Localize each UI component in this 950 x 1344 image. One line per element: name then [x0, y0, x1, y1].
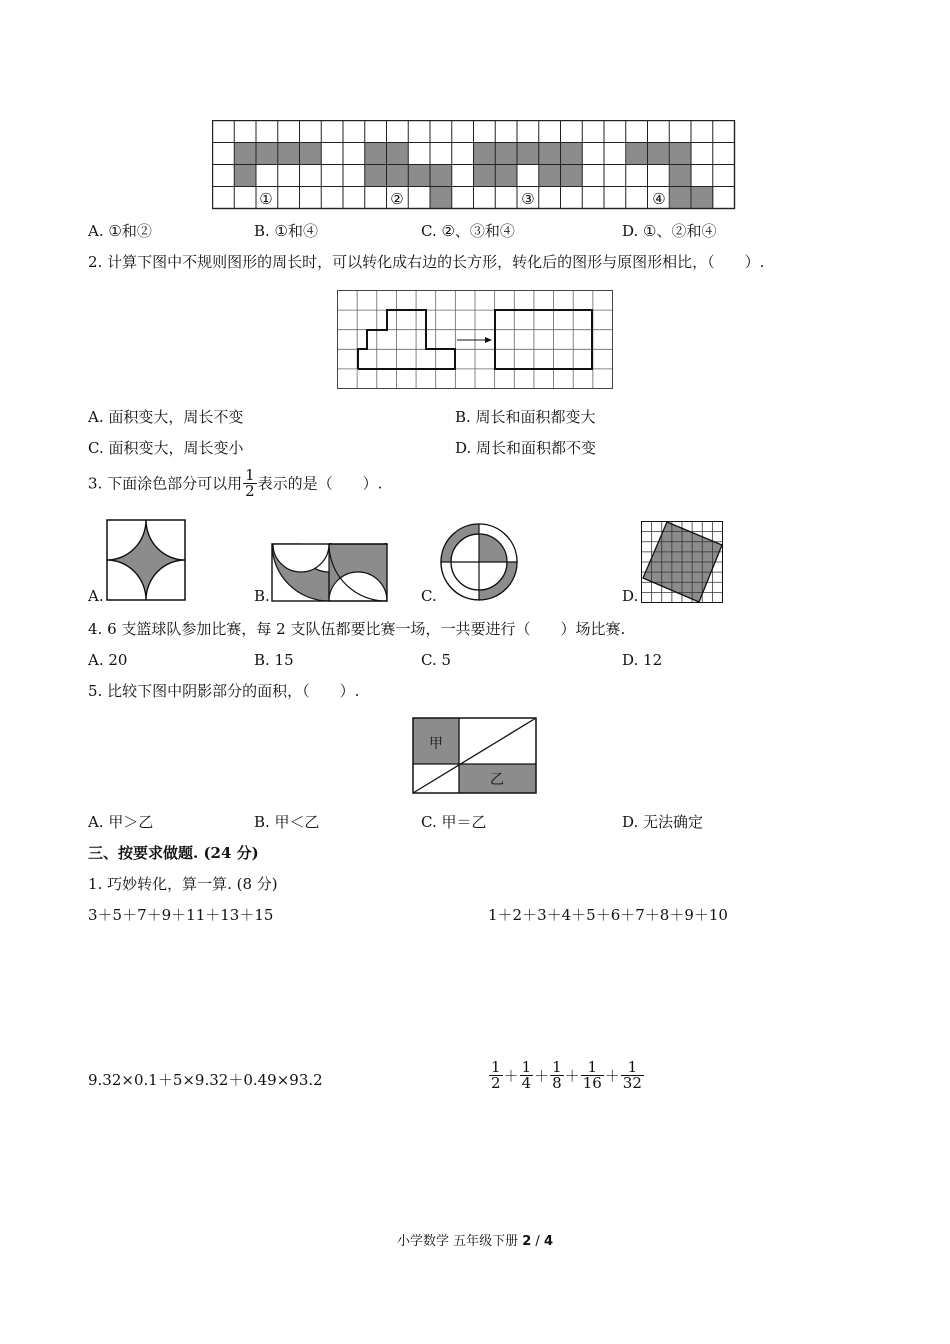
q5-label-jia: 甲: [429, 736, 443, 752]
q2-rectangle-shape: [495, 310, 592, 369]
q3-figure-a: [106, 519, 186, 601]
expr-1: 3＋5＋7＋9＋11＋13＋15: [88, 906, 274, 924]
q1-option-d: D. ①、②和④: [622, 222, 717, 240]
expr-4: [488, 1060, 645, 1091]
q3-figure-d: [641, 521, 724, 604]
expr4-op-3: ＋: [564, 1067, 580, 1085]
q5-stem: 5. 比较下图中阴影部分的面积，（ ）.: [88, 682, 360, 700]
expr-3: 9.32×0.1＋5×9.32＋0.49×93.2: [88, 1071, 323, 1089]
q2-irregular-shape: [358, 310, 455, 369]
q3-stem: [88, 468, 382, 499]
page-footer: [0, 1230, 950, 1249]
expr4-op-2: ＋: [534, 1067, 550, 1085]
expr4-frac-2: [520, 1060, 534, 1091]
footer-page: 2: [522, 1234, 532, 1249]
expr4-op-1: ＋: [503, 1067, 519, 1085]
section3-sub1: 1. 巧妙转化，算一算. (8 分): [88, 875, 278, 893]
q5-label-yi: 乙: [490, 772, 504, 788]
q3-fraction-denominator: 2: [245, 482, 255, 500]
q4-stem: 4. 6 支篮球队参加比赛，每 2 支队伍都要比赛一场，一共要进行（ ）场比赛.: [88, 620, 626, 638]
q3-stem-before: 3. 下面涂色部分可以用: [88, 474, 243, 493]
q2-option-b: B. 周长和面积都变大: [455, 408, 596, 426]
q4-option-c: C. 5: [421, 651, 452, 669]
expr4-frac-4-num: 1: [581, 1060, 604, 1076]
footer-total: 4: [543, 1234, 553, 1249]
q5-option-b: B. 甲＜乙: [254, 813, 320, 831]
expr4-frac-4-den: 16: [582, 1074, 602, 1092]
q2-arrow-head: [485, 337, 492, 343]
expr4-frac-2-num: 1: [521, 1058, 532, 1076]
expr4-frac-4: [581, 1060, 604, 1091]
q3-figure-b: [271, 543, 388, 602]
q5-figure: [411, 716, 538, 795]
q4-option-b: B. 15: [254, 651, 294, 669]
expr4-frac-1: [489, 1060, 503, 1091]
q3-option-c-label: C.: [421, 587, 437, 605]
q5-option-d: D. 无法确定: [622, 813, 704, 831]
q3-stem-after: 表示的是（ ）.: [257, 474, 383, 493]
section3-heading: 三、按要求做题. (24 分): [88, 844, 259, 862]
expr4-frac-1-den: 2: [491, 1074, 501, 1092]
q2-stem: 2. 计算下图中不规则图形的周长时，可以转化成右边的长方形，转化后的图形与原图形相比，（ ）.: [88, 253, 765, 271]
q1-marker-4: ④: [652, 190, 666, 208]
q3-option-d-label: D.: [622, 587, 639, 605]
q3-option-a-label: A.: [88, 587, 104, 605]
q1-option-a: A. ①和②: [88, 222, 152, 240]
q2-option-a: A. 面积变大，周长不变: [88, 408, 244, 426]
q1-option-c: C. ②、③和④: [421, 222, 515, 240]
expr4-frac-3: [550, 1060, 564, 1091]
q2-transform-figure: [337, 290, 614, 390]
q2-option-c: C. 面积变大，周长变小: [88, 439, 244, 457]
q5-option-a: A. 甲＞乙: [88, 813, 154, 831]
q1-grid-figure: [212, 120, 736, 210]
q5-option-c: C. 甲＝乙: [421, 813, 487, 831]
q1-option-b: B. ①和④: [254, 222, 319, 240]
expr4-frac-3-den: 8: [552, 1074, 562, 1092]
expr4-frac-5-den: 32: [622, 1074, 642, 1092]
expr4-frac-3-num: 1: [552, 1058, 562, 1076]
expr4-frac-5: [621, 1060, 644, 1091]
footer-text: 小学数学 五年级下册: [396, 1234, 523, 1249]
q1-marker-3: ③: [521, 190, 535, 208]
expr4-frac-5-num: 1: [621, 1060, 644, 1076]
expr4-frac-1-num: 1: [491, 1058, 501, 1076]
q3-d-grid-lines: [642, 522, 723, 603]
q4-option-d: D. 12: [622, 651, 663, 669]
q3-figure-c: [439, 522, 519, 602]
q3-fraction-numerator: 1: [245, 466, 255, 484]
q2-option-d: D. 周长和面积都不变: [455, 439, 597, 457]
expr-2: 1＋2＋3＋4＋5＋6＋7＋8＋9＋10: [488, 906, 728, 924]
q3-fraction: [243, 468, 257, 499]
footer-sep: /: [531, 1234, 544, 1249]
q1-marker-2: ②: [390, 190, 404, 208]
q1-marker-1: ①: [259, 190, 273, 208]
expr4-op-4: ＋: [604, 1067, 620, 1085]
q4-option-a: A. 20: [88, 651, 128, 669]
expr4-frac-2-den: 4: [521, 1074, 532, 1092]
q3-option-b-label: B.: [254, 587, 270, 605]
